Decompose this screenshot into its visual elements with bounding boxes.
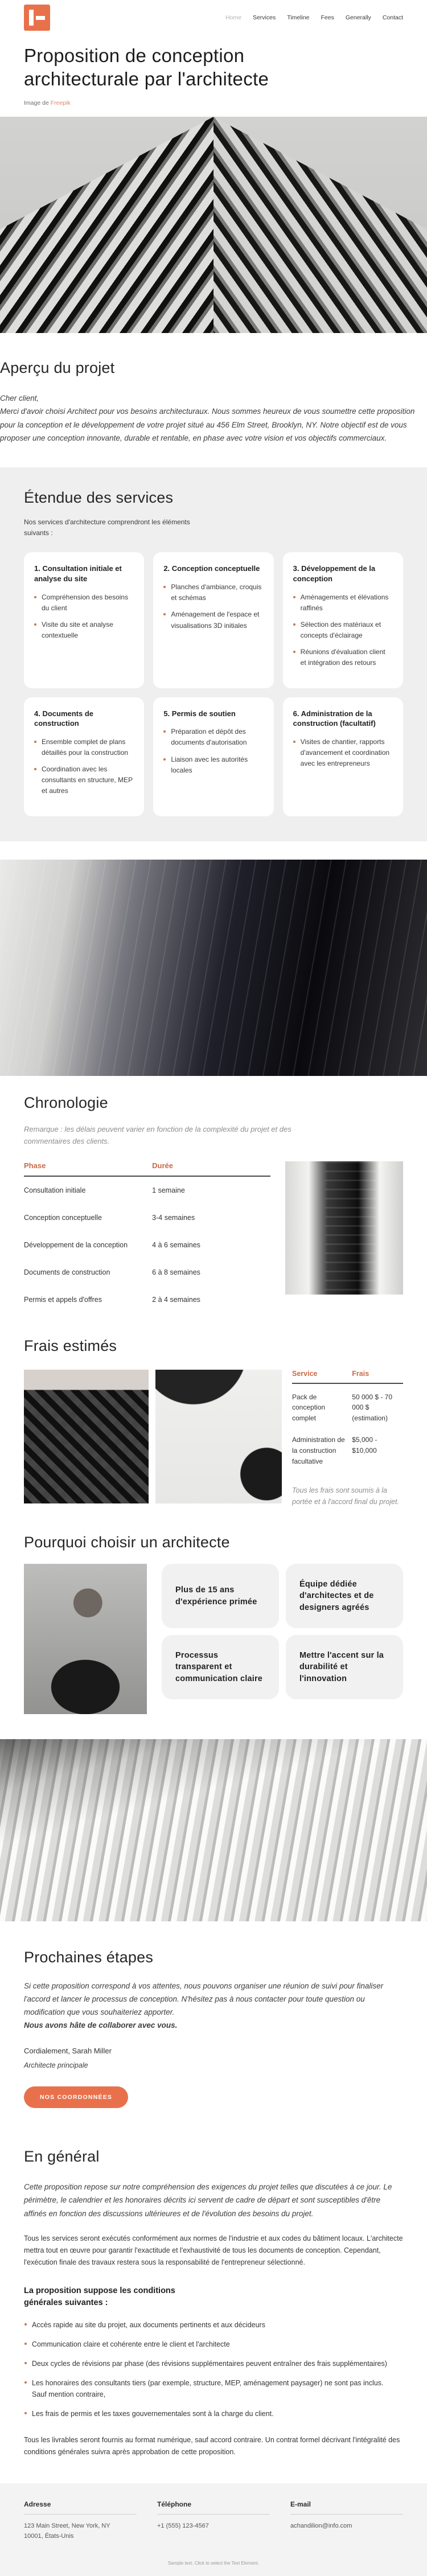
service-card-title: 4. Documents de construction: [34, 709, 94, 728]
service-item: Ensemble complet de plans détaillés pour la construction: [34, 737, 134, 758]
hero-image: [0, 117, 427, 333]
overview-paragraph: Merci d'avoir choisi Architect pour vos besoins architecturaux. Nous sommes heureux de vous soumettre cette proposition pour la conception et le développement de votre projet situé au 456 Elm Street, Brooklyn, NY. Notre objectif est de vous proposer une conception innovante, durable et rentable, en phase avec votre vision et vos objectifs commerciaux.: [0, 407, 415, 442]
phase-cell: Permis et appels d'offres: [24, 1295, 102, 1304]
services-section: [0, 467, 427, 841]
nav-item-fees[interactable]: Fees: [321, 14, 334, 21]
table-row: [292, 1384, 403, 1427]
phase-cell: Conception conceptuelle: [24, 1213, 102, 1222]
timeline-table-header: [24, 1161, 270, 1177]
condition-item: Communication claire et cohérente entre le client et l'architecte: [24, 2339, 388, 2350]
timeline-heading: Chronologie: [24, 1094, 108, 1111]
title-section: [0, 34, 427, 106]
why-card-experience: [162, 1564, 279, 1628]
footer-email-label: E-mail: [290, 2500, 311, 2509]
service-item: Visites de chantier, rapports d'avancement et coordination avec les entrepreneurs: [293, 737, 393, 770]
service-cell: Administration de la construction facultative: [292, 1436, 345, 1465]
timeline-col-duration: Durée: [152, 1161, 174, 1170]
main-nav: [225, 14, 403, 21]
why-architect-section: [0, 1507, 427, 1714]
fees-section: [0, 1313, 427, 1508]
service-card-title: 5. Permis de soutien: [163, 709, 236, 718]
nav-item-services[interactable]: Services: [252, 14, 276, 21]
service-card-list: [293, 737, 393, 770]
service-card-list: [163, 726, 263, 776]
service-item: Préparation et dépôt des documents d'autorisation: [163, 726, 263, 748]
lattice-structure-image: [155, 1370, 282, 1503]
signoff-role: Architecte principale: [24, 2061, 88, 2069]
general-terms-section: [0, 2108, 427, 2458]
service-card-6: [283, 697, 403, 816]
footer-address-block: [24, 2500, 137, 2541]
why-card-text: Équipe dédiée d'architectes et de designers agréés: [299, 1580, 374, 1612]
service-card-1: [24, 552, 144, 688]
nav-item-generally[interactable]: Generally: [345, 14, 371, 21]
overview-heading: Aperçu du projet: [0, 359, 115, 377]
why-card-sustainability: [286, 1635, 403, 1699]
why-card-process: [162, 1635, 279, 1699]
service-item: Aménagements et élévations raffinés: [293, 592, 393, 614]
service-card-4: [24, 697, 144, 816]
duration-cell: 4 à 6 semaines: [152, 1240, 200, 1249]
divider: [290, 2514, 403, 2515]
divider: [157, 2514, 270, 2515]
duration-cell: 1 semaine: [152, 1186, 185, 1194]
fees-col-fee: Frais: [352, 1369, 369, 1378]
footer-phone-value[interactable]: +1 (555) 123-4567: [157, 2522, 209, 2530]
image-credit: [24, 100, 403, 106]
next-steps-emphasis: Nous avons hâte de collaborer avec vous.: [24, 2020, 178, 2029]
overview-salutation: Cher client,: [0, 394, 39, 403]
fee-cell: $5,000 - $10,000: [352, 1436, 377, 1455]
credit-link[interactable]: Freepik: [50, 100, 71, 107]
contact-details-button[interactable]: NOS COORDONNÉES: [24, 2086, 128, 2108]
logo-glyph: [29, 10, 34, 26]
skyscraper-image: [24, 1370, 149, 1503]
timeline-section: [0, 1076, 427, 1313]
service-cell: Pack de conception complet: [292, 1392, 326, 1422]
conditions-list: [24, 2319, 403, 2419]
service-item: Coordination avec les consultants en structure, MEP et autres: [34, 764, 134, 797]
footer-email-block: [290, 2500, 403, 2541]
nav-item-timeline[interactable]: Timeline: [287, 14, 310, 21]
project-overview-section: [0, 333, 427, 467]
brand-logo-icon[interactable]: [24, 5, 50, 31]
table-row: [24, 1204, 270, 1231]
timeline-table: [24, 1161, 270, 1313]
duration-cell: 3-4 semaines: [152, 1213, 195, 1222]
timeline-col-phase: Phase: [24, 1161, 46, 1170]
why-cards-grid: [162, 1564, 403, 1714]
next-steps-section: [0, 1921, 427, 2108]
fees-heading: Frais estimés: [24, 1337, 117, 1354]
why-card-team: [286, 1564, 403, 1628]
service-card-title: 6. Administration de la construction (facultatif): [293, 709, 376, 728]
logo-glyph: [36, 16, 45, 20]
service-item: Sélection des matériaux et concepts d'éclairage: [293, 619, 393, 641]
staircase-image: [285, 1161, 403, 1295]
general-paragraph: Tous les services seront exécutés conformément aux normes de l'industrie et aux codes du bâtiment locaux. L'architecte mettra tout en œuvre pour garantir l'exactitude et l'exhaustivité de tous les documents de conception. Cependant, l'exécution finale des travaux restera sous la responsabilité de l'entrepreneur sélectionné.: [24, 2234, 403, 2267]
general-intro: Cette proposition repose sur notre compréhension des exigences du projet telles que discutées à ce jour. Le périmètre, le calendrier et les honoraires décrits ici servent de cadre de départ et sont susceptibles d'être affinés en fonction des discussions ultérieures et de l'évolution des besoins du projet.: [24, 2183, 392, 2218]
condition-item: Accès rapide au site du projet, aux documents pertinents et aux décideurs: [24, 2319, 388, 2331]
fee-cell: 50 000 $ - 70 000 $ (estimation): [352, 1392, 393, 1422]
site-header: [0, 0, 427, 34]
fees-note: Tous les frais sont soumis à la portée et à l'accord final du projet.: [292, 1486, 399, 1506]
service-item: Compréhension des besoins du client: [34, 592, 134, 614]
why-card-text: Mettre l'accent sur la durabilité et l'innovation: [299, 1650, 384, 1683]
duration-cell: 2 à 4 semaines: [152, 1295, 200, 1304]
why-card-text: Plus de 15 ans d'expérience primée: [175, 1585, 257, 1607]
table-row: [24, 1259, 270, 1286]
service-item: Réunions d'évaluation client et intégration des retours: [293, 647, 393, 668]
duration-cell: 6 à 8 semaines: [152, 1268, 200, 1276]
wavy-architecture-image: [0, 1739, 427, 1921]
service-card-5: [153, 697, 273, 816]
fees-col-service: Service: [292, 1369, 318, 1378]
footer-phone-block: [157, 2500, 270, 2541]
nav-item-contact[interactable]: Contact: [382, 14, 403, 21]
service-card-list: [34, 737, 134, 797]
architect-portrait-image: [24, 1564, 147, 1714]
service-item: Planches d'ambiance, croquis et schémas: [163, 582, 263, 603]
divider: [24, 2514, 137, 2515]
why-card-text: Processus transparent et communication claire: [175, 1650, 263, 1683]
general-closing: Tous les livrables seront fournis au format numérique, sauf accord contraire. Un contrat formel décrivant l'intégralité des conditions générales suivra après approbation de cette proposition.: [24, 2435, 400, 2456]
service-item: Aménagement de l'espace et visualisations 3D initiales: [163, 609, 263, 631]
condition-item: Les frais de permis et les taxes gouvernementales sont à la charge du client.: [24, 2408, 388, 2419]
next-steps-paragraph: Si cette proposition correspond à vos attentes, nous pouvons organiser une réunion de suivi pour finaliser l'accord et lancer le processus de conception. N'hésitez pas à nous contacter pour toute question ou modification que vous souhaiteriez apporter.: [24, 1982, 384, 2016]
signoff-name: Cordialement, Sarah Miller: [24, 2046, 112, 2055]
service-card-title: 3. Développement de la conception: [293, 564, 376, 583]
general-heading: En général: [24, 2148, 100, 2166]
page-title: Proposition de conception architecturale par l'architecte: [24, 45, 269, 89]
table-row: [292, 1427, 403, 1470]
service-card-2: [153, 552, 273, 688]
site-footer: [0, 2483, 427, 2576]
footer-email-value[interactable]: achandilion@info.com: [290, 2522, 352, 2530]
footer-phone-label: Téléphone: [157, 2500, 192, 2509]
services-heading: Étendue des services: [24, 489, 174, 507]
phase-cell: Développement de la conception: [24, 1240, 128, 1249]
service-card-title: 1. Consultation initiale et analyse du site: [34, 564, 122, 583]
services-intro: Nos services d'architecture comprendront les éléments suivants :: [24, 518, 190, 537]
table-row: [24, 1231, 270, 1259]
next-steps-heading: Prochaines étapes: [24, 1949, 154, 1966]
conditions-heading: La proposition suppose les conditions générales suivantes :: [24, 2286, 175, 2307]
services-cards-grid: [24, 552, 403, 816]
phase-cell: Consultation initiale: [24, 1186, 86, 1194]
builder-sample-note: Sample text. Click to select the Text Element.: [168, 2561, 259, 2566]
service-card-list: [163, 582, 263, 631]
condition-item: Les honoraires des consultants tiers (par exemple, structure, MEP, aménagement paysager) ne sont pas inclus. Sauf mention contraire,: [24, 2377, 388, 2400]
table-row: [24, 1177, 270, 1204]
phase-cell: Documents de construction: [24, 1268, 110, 1276]
service-item: Liaison avec les autorités locales: [163, 754, 263, 776]
fees-table-header: [292, 1370, 403, 1384]
footer-address-label: Adresse: [24, 2500, 51, 2509]
service-item: Visite du site et analyse contextuelle: [34, 619, 134, 641]
footer-address-value: 123 Main Street, New York, NY 10001, États-Unis: [24, 2522, 110, 2540]
why-heading: Pourquoi choisir un architecte: [24, 1534, 230, 1551]
building-underside-image: [0, 860, 427, 1076]
credit-prefix: Image de: [24, 100, 49, 107]
service-card-3: [283, 552, 403, 688]
service-card-title: 2. Conception conceptuelle: [163, 564, 260, 573]
nav-item-home[interactable]: Home: [225, 14, 241, 21]
condition-item: Deux cycles de révisions par phase (des révisions supplémentaires peuvent entraîner des frais supplémentaires): [24, 2358, 388, 2369]
table-row: [24, 1286, 270, 1313]
timeline-note: Remarque : les délais peuvent varier en fonction de la complexité du projet et des commentaires des clients.: [24, 1124, 291, 1146]
service-card-list: [34, 592, 134, 642]
service-card-list: [293, 592, 393, 669]
fees-table: [289, 1370, 403, 1508]
